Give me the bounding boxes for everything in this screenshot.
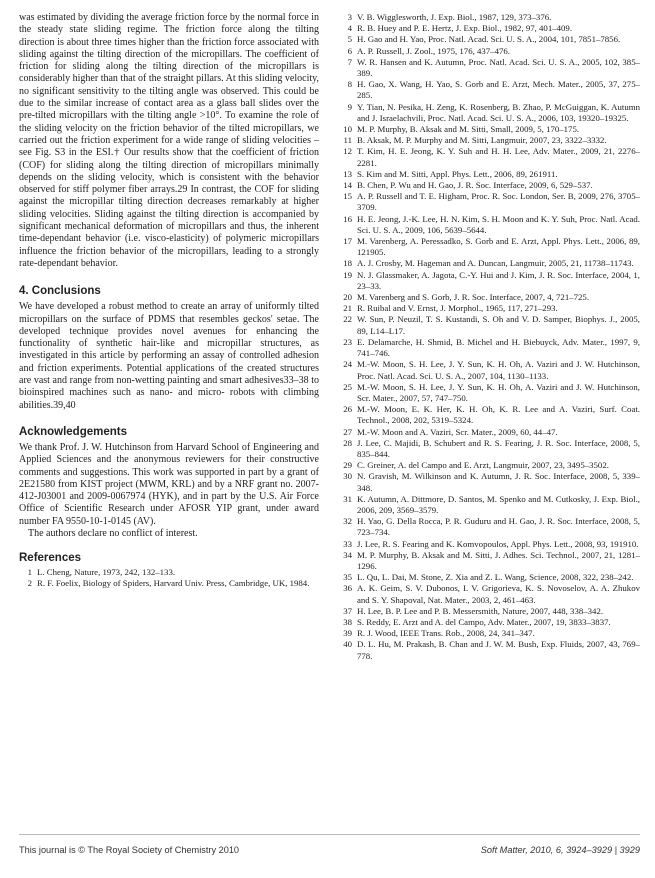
- reference-item: [336, 460, 640, 471]
- reference-item: [336, 34, 640, 45]
- reference-text: E. Delamarche, H. Shmid, B. Michel and H. Biebuyck, Adv. Mater., 1997, 9, 741–746.: [357, 336, 640, 359]
- reference-text: A. P. Russell and T. E. Higham, Proc. R. Soc. London, Ser. B, 2009, 276, 3705–3709.: [357, 191, 640, 213]
- reference-text: B. Chen, P. Wu and H. Gao, J. R. Soc. Interface, 2009, 6, 529–537.: [357, 180, 593, 191]
- reference-number: 33: [343, 538, 352, 549]
- reference-number: 20: [343, 292, 352, 303]
- reference-number: 29: [343, 460, 352, 471]
- reference-number: 7: [347, 56, 352, 67]
- reference-number: 35: [343, 572, 352, 583]
- reference-number: 8: [347, 79, 352, 90]
- reference-number: 30: [343, 471, 352, 482]
- reference-number: 21: [343, 303, 352, 314]
- reference-item: [336, 169, 640, 180]
- reference-text: H. E. Jeong, J.-K. Lee, H. N. Kim, S. H. Moon and K. Y. Suh, Proc. Natl. Acad. Sci. U. S. A., 2009, 106, 5639–5644.: [357, 213, 640, 235]
- reference-item: [336, 516, 640, 538]
- reference-item: [336, 572, 640, 583]
- reference-number: 27: [343, 426, 352, 437]
- reference-item: [336, 583, 640, 605]
- reference-item: [336, 471, 640, 493]
- footer-copyright: This journal is © The Royal Society of Chemistry 2010: [19, 845, 240, 855]
- reference-number: 13: [343, 168, 352, 179]
- reference-number: 6: [347, 45, 352, 56]
- reference-item: [336, 23, 640, 34]
- reference-item: [336, 57, 640, 79]
- reference-number: 31: [343, 493, 352, 504]
- reference-text: M.-W. Moon, E. K. Her, K. H. Oh, K. R. Lee and A. Vaziri, Surf. Coat. Technol., 2008, 202, 5319–5324.: [357, 404, 640, 426]
- reference-item: [336, 606, 640, 617]
- reference-item: [336, 124, 640, 135]
- reference-item: [336, 46, 640, 57]
- reference-text: N. Gravish, M. Wilkinson and K. Autumn, J. R. Soc. Interface, 2008, 5, 339–348.: [357, 471, 640, 493]
- reference-number: 17: [343, 236, 352, 247]
- reference-item: [336, 214, 640, 236]
- acknowledgements-heading: Acknowledgements: [19, 425, 127, 438]
- reference-item: [336, 359, 640, 381]
- reference-text: A. K. Geim, S. V. Dubonos, I. V. Grigorieva, K. S. Novoselov, A. A. Zhukov and S. Y. Shapoval, Nat. Mater., 2003, 2, 461–463.: [357, 583, 640, 605]
- reference-number: 11: [343, 135, 352, 146]
- reference-text: T. Kim, H. E. Jeong, K. Y. Suh and H. H. Lee, Adv. Mater., 2009, 21, 2276–2281.: [357, 146, 640, 168]
- reference-number: 28: [343, 437, 352, 448]
- references-list-left: [19, 567, 319, 589]
- reference-item: [336, 382, 640, 404]
- reference-number: 16: [343, 213, 352, 224]
- reference-text: W. Sun, P. Neuzil, T. S. Kustandi, S. Oh and V. D. Samper, Biophys. J., 2005, 89, L14–L17.: [357, 314, 640, 336]
- reference-number: 2: [27, 578, 32, 589]
- reference-item: [336, 427, 640, 438]
- reference-number: 38: [343, 616, 352, 627]
- reference-text: N. J. Glassmaker, A. Jagota, C.-Y. Hui and J. Kim, J. R. Soc. Interface, 2004, 1, 23–33.: [357, 269, 640, 291]
- reference-item: [336, 494, 640, 516]
- left-column: [19, 12, 319, 590]
- reference-item: [336, 191, 640, 213]
- reference-item: [336, 292, 640, 303]
- reference-number: 37: [343, 605, 352, 616]
- reference-number: 24: [343, 359, 352, 370]
- reference-text: M. Varenberg and S. Gorb, J. R. Soc. Interface, 2007, 4, 721–725.: [357, 292, 590, 303]
- reference-text: M.-W. Moon, S. H. Lee, J. Y. Sun, K. H. Oh, A. Vaziri and J. W. Hutchinson, Proc. Natl. Acad. Sci. U. S. A., 2007, 104, 1130–1133.: [357, 359, 640, 381]
- reference-text: M.-W. Moon, S. H. Lee, J. Y. Sun, K. H. Oh, A. Vaziri and J. W. Hutchinson, Scr. Mater., 2007, 57, 747–750.: [357, 381, 640, 403]
- reference-number: 26: [343, 404, 352, 415]
- reference-number: 25: [343, 381, 352, 392]
- reference-number: 1: [27, 567, 32, 578]
- references-list-right: [336, 12, 640, 662]
- reference-item: [336, 639, 640, 661]
- reference-number: 18: [343, 258, 352, 269]
- reference-text: H. Gao, X. Wang, H. Yao, S. Gorb and E. Arzt, Mech. Mater., 2005, 37, 275–285.: [357, 79, 640, 101]
- reference-item: [336, 12, 640, 23]
- reference-text: M.-W. Moon and A. Vaziri, Scr. Mater., 2009, 60, 44–47.: [357, 426, 558, 437]
- reference-item: [336, 404, 640, 426]
- reference-number: 10: [343, 124, 352, 135]
- reference-item: [336, 102, 640, 124]
- reference-item: [336, 550, 640, 572]
- reference-text: L. Qu, L. Dai, M. Stone, Z. Xia and Z. L. Wang, Science, 2008, 322, 238–242.: [357, 572, 634, 583]
- reference-item: [336, 270, 640, 292]
- reference-text: J. Lee, R. S. Fearing and K. Komvopoulos, Appl. Phys. Lett., 2008, 93, 191910.: [357, 538, 639, 549]
- reference-item: [336, 617, 640, 628]
- acknowledgements-paragraph: We thank Prof. J. W. Hutchinson from Harvard School of Engineering and Applied Sciences and the anonymous reviewers for their constructive comments and suggestions. This work was supported in part by a grant of 2E21580 from KIST project (MWM, KRL) and by a NRF grant no. 2007-412-J03001 and 2009-0067974 (HYK), and in part by the U.S. Air Force Office of Scientific Research under AFOSR YIP grant, under award number FA 9550-10-1-0145 (AV).: [19, 441, 319, 527]
- reference-number: 36: [343, 583, 352, 594]
- reference-item: [336, 236, 640, 258]
- reference-text: H. Gao and H. Yao, Proc. Natl. Acad. Sci. U. S. A., 2004, 101, 7851–7856.: [357, 34, 621, 45]
- conflict-statement: The authors declare no conflict of interest.: [28, 527, 198, 539]
- reference-text: M. Varenberg, A. Peressadko, S. Gorb and E. Arzt, Appl. Phys. Lett., 2006, 89, 121905.: [357, 236, 640, 258]
- reference-text: R. Ruibal and V. Ernst, J. Morphol., 1965, 117, 271–293.: [357, 303, 558, 314]
- reference-item: [336, 628, 640, 639]
- reference-text: L. Cheng, Nature, 1973, 242, 132–133.: [37, 567, 176, 578]
- reference-item: [336, 180, 640, 191]
- reference-item: [336, 539, 640, 550]
- reference-number: 9: [347, 101, 352, 112]
- reference-text: D. L. Hu, M. Prakash, B. Chan and J. W. M. Bush, Exp. Fluids, 2007, 43, 769–778.: [357, 639, 640, 661]
- reference-item: [336, 135, 640, 146]
- reference-number: 12: [343, 146, 352, 157]
- reference-number: 39: [343, 628, 352, 639]
- reference-number: 15: [343, 191, 352, 202]
- reference-text: C. Greiner, A. del Campo and E. Arzt, Langmuir, 2007, 23, 3495–3502.: [357, 460, 609, 471]
- reference-text: H. Yao, G. Della Rocca, P. R. Guduru and H. Gao, J. R. Soc. Interface, 2008, 5, 723–734.: [357, 516, 640, 538]
- reference-number: 40: [343, 639, 352, 650]
- reference-text: R. J. Wood, IEEE Trans. Rob., 2008, 24, 341–347.: [357, 628, 535, 639]
- references-heading: References: [19, 552, 82, 565]
- reference-text: R. F. Foelix, Biology of Spiders, Harvard Univ. Press, Cambridge, UK, 1984.: [37, 578, 310, 589]
- reference-number: 32: [343, 516, 352, 527]
- reference-text: H. Lee, B. P. Lee and P. B. Messersmith, Nature, 2007, 448, 338–342.: [357, 605, 604, 616]
- reference-item: [19, 567, 319, 578]
- reference-text: A. J. Crosby, M. Hageman and A. Duncan, Langmuir, 2005, 21, 11738–11743.: [357, 258, 634, 269]
- reference-number: 19: [343, 269, 352, 280]
- conclusions-heading: 4. Conclusions: [19, 285, 101, 298]
- reference-text: K. Autumn, A. Dittmore, D. Santos, M. Spenko and M. Cutkosky, J. Exp. Biol., 2006, 209, 3569–3579.: [357, 493, 640, 515]
- reference-number: 23: [343, 336, 352, 347]
- conclusions-paragraph: We have developed a robust method to create an array of uniformly tilted micropillars on the surface of PDMS that resembles geckos' setae. The developed technique provides novel avenues for enhancing the functionality of synthetic hair-like and micropillar structures, as investigated in this article by performing an assay of controlled adhesion and friction experiments. Potential applications of the created structures are vast and range from non-wetting painting and smart adhesives33–38 to bioinspired machines such as nano- and micro- robots with climbing abilities.39,40: [19, 301, 319, 411]
- reference-text: M. P. Murphy, B. Aksak and M. Sitti, Small, 2009, 5, 170–175.: [357, 124, 580, 135]
- footer-citation: Soft Matter, 2010, 6, 3924–3929 | 3929: [480, 845, 640, 855]
- reference-number: 4: [347, 23, 352, 34]
- reference-item: [336, 303, 640, 314]
- reference-item: [336, 258, 640, 269]
- reference-text: S. Kim and M. Sitti, Appl. Phys. Lett., 2006, 89, 261911.: [357, 168, 558, 179]
- footer-divider: [19, 834, 640, 835]
- reference-text: M. P. Murphy, B. Aksak and M. Sitti, J. Adhes. Sci. Technol., 2007, 21, 1281–1296.: [357, 549, 640, 571]
- reference-text: V. B. Wigglesworth, J. Exp. Biol., 1987, 129, 373–376.: [357, 12, 552, 22]
- reference-item: [336, 146, 640, 168]
- reference-number: 3: [347, 12, 352, 22]
- reference-text: A. P. Russell, J. Zool., 1975, 176, 437–476.: [357, 45, 510, 56]
- reference-text: R. B. Huey and P. E. Hertz, J. Exp. Biol., 1982, 97, 401–409.: [357, 23, 573, 34]
- reference-item: [336, 337, 640, 359]
- reference-text: B. Aksak, M. P. Murphy and M. Sitti, Langmuir, 2007, 23, 3322–3332.: [357, 135, 607, 146]
- body-paragraph: was estimated by dividing the average friction force by the normal force in the steady state sliding regime. The friction force along the tilting direction is about three times higher than the friction force associated with sliding against the tilting direction of the micropillars. The coefficient of friction for sliding along the tilting direction of the micropillars is considerably higher than that of the straight pillars. At this sliding velocity, no significant sensitivity to the tilting angle was observed. This could be due to the similar increase of contact area as a glass ball slides over the pre-tilted micropillars with the tilting angle >10°. To examine the role of the sliding velocity on the friction behavior of the tilted micropillars, we carried out the friction experiment for a wide range of sliding velocities – see Fig. S3 in the ESI.† Our results show that the coefficient of friction (COF) for sliding along the tilting direction of micropillars minimally depends on the sliding velocity, which is consistent with the behavior observed for stiff polymer fiber arrays.29 In contrast, the COF for sliding against the micropillar tilting direction decreases remarkably at higher sliding velocities. Sliding against the tilting direction is accompanied by significant mechanical deformation of micropillars and thus, the inherent time-dependant behavior (i.e. visco-elasticity) of polymeric micropillars influence the friction behavior of the micropillars, leading to a strongly rate-dependant behavior.: [19, 12, 319, 269]
- reference-number: 14: [343, 180, 352, 191]
- reference-item: [19, 578, 319, 589]
- reference-number: 34: [343, 549, 352, 560]
- reference-text: Y. Tian, N. Pesika, H. Zeng, K. Rosenberg, B. Zhao, P. McGuiggan, K. Autumn and J. Israelachvili, Proc. Natl. Acad. Sci. U. S. A., 2006, 103, 19320–19325.: [357, 101, 640, 123]
- reference-text: S. Reddy, E. Arzt and A. del Campo, Adv. Mater., 2007, 19, 3833–3837.: [357, 616, 611, 627]
- reference-item: [336, 79, 640, 101]
- reference-item: [336, 314, 640, 336]
- reference-number: 5: [347, 34, 352, 45]
- reference-text: W. R. Hansen and K. Autumn, Proc. Natl. Acad. Sci. U. S. A., 2005, 102, 385–389.: [357, 56, 640, 79]
- reference-item: [336, 438, 640, 460]
- reference-text: J. Lee, C. Majidi, B. Schubert and R. S. Fearing, J. R. Soc. Interface, 2008, 5, 835–844.: [357, 437, 640, 459]
- reference-number: 22: [343, 314, 352, 325]
- right-column: [336, 12, 640, 662]
